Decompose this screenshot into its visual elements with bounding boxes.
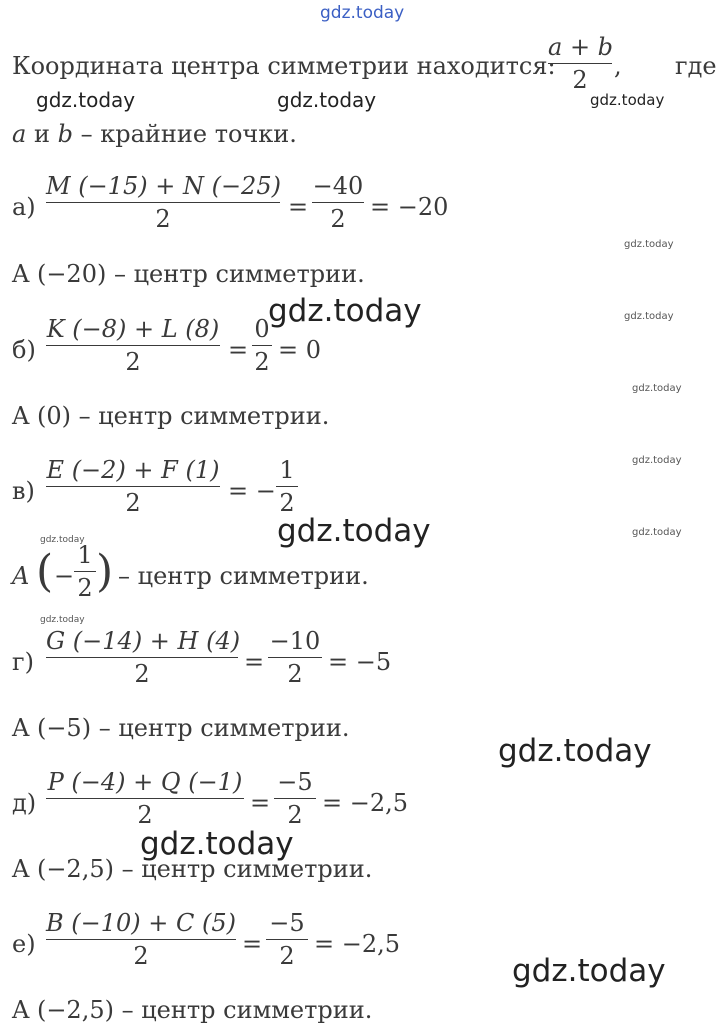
item-label: е) <box>12 930 36 958</box>
watermark: gdz.today <box>632 383 682 394</box>
fraction-denominator: 2 <box>77 574 93 602</box>
equals-sign: = <box>250 789 271 817</box>
fraction-bar <box>46 486 220 487</box>
item-fraction-2 <box>312 172 364 233</box>
fraction-bar <box>46 345 220 346</box>
fraction-numerator: K (−8) + L (8) <box>46 315 220 343</box>
result-var-a: A <box>12 562 30 590</box>
item-fraction-2 <box>268 627 322 688</box>
var-b: b <box>57 120 73 148</box>
watermark: gdz.today <box>632 527 682 538</box>
watermark: gdz.today <box>498 733 652 769</box>
fraction-bar <box>46 798 244 799</box>
item-fraction <box>46 315 220 376</box>
fraction-bar <box>74 571 96 572</box>
watermark: gdz.today <box>140 826 294 862</box>
item-label: б) <box>12 336 36 364</box>
intro-fraction <box>548 33 612 94</box>
item-fraction <box>46 909 236 970</box>
item-result: A (−5) – центр симметрии. <box>12 714 350 742</box>
item-fraction <box>46 172 280 233</box>
item-result: A (−2,5) – центр симметрии. <box>12 996 373 1024</box>
fraction-denominator: 2 <box>279 942 295 970</box>
fraction-bar <box>252 345 272 346</box>
result-value: = 0 <box>278 336 322 364</box>
item-fraction-2 <box>276 456 298 517</box>
watermark: gdz.today <box>36 88 136 112</box>
item-fraction <box>46 456 220 517</box>
equals-sign: = <box>242 930 263 958</box>
fraction-numerator: a + b <box>548 33 614 61</box>
item-label: в) <box>12 477 35 505</box>
fraction-numerator: G (−14) + H (4) <box>46 627 241 655</box>
fraction-numerator: P (−4) + Q (−1) <box>47 768 243 796</box>
watermark-top: gdz.today <box>320 3 405 23</box>
intro-text: Координата центра симметрии находится: <box>12 52 556 80</box>
item-label: а) <box>12 193 36 221</box>
fraction-denominator: 2 <box>287 660 303 688</box>
fraction-denominator: 2 <box>330 205 346 233</box>
fraction-numerator: −40 <box>312 172 364 200</box>
fraction-numerator: B (−10) + C (5) <box>46 909 236 937</box>
fraction-bar <box>266 939 308 940</box>
item-label: д) <box>12 789 37 817</box>
watermark: gdz.today <box>40 615 85 625</box>
fraction-numerator: 1 <box>77 541 93 569</box>
var-a: a <box>12 120 27 148</box>
result-value: = −2,5 <box>322 789 409 817</box>
fraction-numerator: −10 <box>269 627 321 655</box>
result-value: = −20 <box>370 193 449 221</box>
equals-sign: = <box>244 648 265 676</box>
fraction-bar <box>46 657 238 658</box>
fraction-denominator: 2 <box>155 205 171 233</box>
fraction-numerator: 0 <box>254 315 270 343</box>
watermark: gdz.today <box>624 311 674 322</box>
equals-sign: = <box>288 193 309 221</box>
fraction-numerator: −5 <box>277 768 313 796</box>
watermark: gdz.today <box>277 513 431 549</box>
fraction-denominator: 2 <box>125 489 141 517</box>
fraction-numerator: M (−15) + N (−25) <box>46 172 281 200</box>
fraction-denominator: 2 <box>287 801 303 829</box>
item-result: – центр симметрии. <box>118 562 369 590</box>
fraction-denominator: 2 <box>134 660 150 688</box>
result-minus: − <box>54 562 75 590</box>
intro-comma: , <box>614 52 622 80</box>
item-label: г) <box>12 648 34 676</box>
conj: и <box>26 120 58 148</box>
fraction-denominator: 2 <box>572 66 588 94</box>
item-result: A (−20) – центр симметрии. <box>12 260 365 288</box>
intro-line2 <box>12 120 297 148</box>
intro-where: где <box>675 52 717 80</box>
item-fraction-2 <box>266 909 308 970</box>
watermark: gdz.today <box>590 91 665 109</box>
item-fraction-2 <box>274 768 316 829</box>
left-paren: ( <box>36 546 54 597</box>
fraction-bar <box>548 63 612 64</box>
watermark: gdz.today <box>277 88 377 112</box>
intro-line2-end: – крайние точки. <box>72 120 297 148</box>
fraction-denominator: 2 <box>254 348 270 376</box>
item-fraction <box>46 768 244 829</box>
equals-minus: = − <box>228 477 276 505</box>
item-result: A (−2,5) – центр симметрии. <box>12 855 373 883</box>
fraction-numerator: E (−2) + F (1) <box>46 456 220 484</box>
fraction-bar <box>312 202 364 203</box>
equals-sign: = <box>228 336 249 364</box>
fraction-bar <box>46 939 236 940</box>
item-fraction <box>46 627 241 688</box>
fraction-denominator: 2 <box>133 942 149 970</box>
result-fraction <box>74 541 96 602</box>
watermark: gdz.today <box>632 455 682 466</box>
fraction-bar <box>268 657 322 658</box>
watermark: gdz.today <box>268 293 422 329</box>
item-result: A (0) – центр симметрии. <box>12 402 330 430</box>
fraction-denominator: 2 <box>137 801 153 829</box>
fraction-bar <box>274 798 316 799</box>
right-paren: ) <box>96 546 114 597</box>
fraction-numerator: −5 <box>269 909 305 937</box>
fraction-numerator: 1 <box>279 456 295 484</box>
watermark: gdz.today <box>40 535 85 545</box>
watermark: gdz.today <box>512 953 666 989</box>
fraction-denominator: 2 <box>279 489 295 517</box>
watermark: gdz.today <box>624 239 674 250</box>
item-fraction-2 <box>252 315 272 376</box>
fraction-bar <box>276 486 298 487</box>
result-value: = −2,5 <box>314 930 401 958</box>
fraction-denominator: 2 <box>125 348 141 376</box>
fraction-bar <box>46 202 280 203</box>
result-value: = −5 <box>328 648 392 676</box>
